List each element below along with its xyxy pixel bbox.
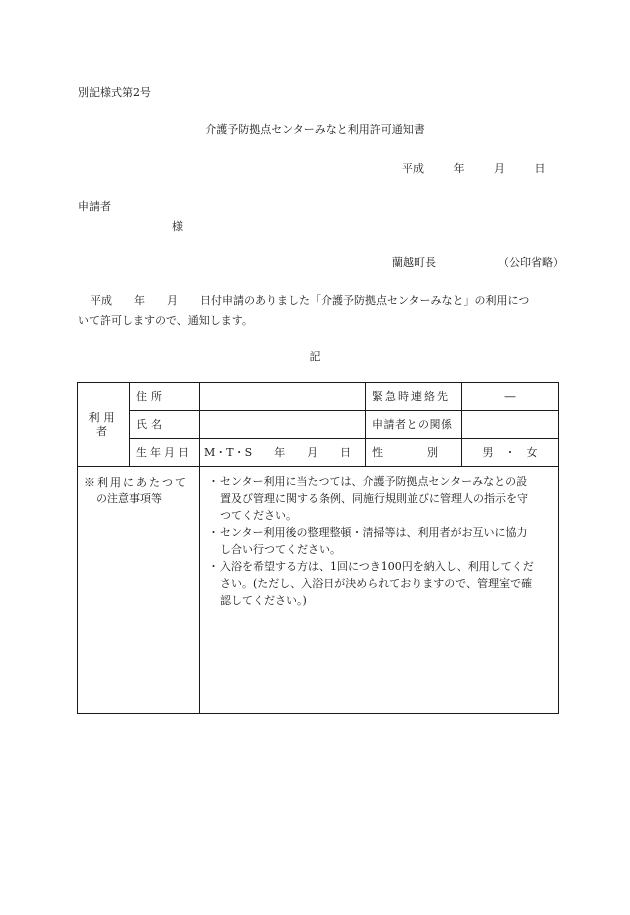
name-value (200, 411, 366, 439)
applicant-honorific: 様 (172, 220, 183, 233)
notes-body (200, 467, 559, 714)
table-row-name (78, 411, 559, 439)
address-label: 住所 (130, 383, 200, 411)
document-title: 介護予防拠点センターみなと利用許可通知書 (205, 123, 425, 136)
date-era: 平成 (402, 162, 424, 175)
date-month: 月 (494, 162, 505, 175)
gender-value: 男 ・ 女 (462, 439, 559, 467)
notes-label-line2: の注意事項等 (96, 492, 162, 505)
user-label: 利用者 (78, 383, 130, 467)
form-number: 別記様式第2号 (78, 86, 151, 99)
notes-label (78, 467, 200, 714)
note-text: センター利用に当たつては、介護予防拠点センターみなとの設 置及び管理に関する条例、同施行規則並びに管理人の指示を守 つてください。 (220, 475, 528, 522)
emergency-label: 緊急時連絡先 (366, 383, 462, 411)
notes-label-line1: ※利用にあたつて (84, 476, 188, 489)
date-line (402, 162, 546, 176)
relation-label: 申請者との関係 (366, 411, 462, 439)
seal-note: （公印省略） (498, 256, 564, 269)
note-text: 入浴を希望する方は、1回につき100円を納入し、利用してくだ さい。(ただし、入浴日が決められておりますので、管理室で確 認してください。) (220, 560, 534, 607)
note-bullet: ・ (208, 560, 219, 573)
date-day: 日 (534, 162, 546, 175)
ki-heading: 記 (309, 350, 321, 363)
address-value (200, 383, 366, 411)
table-row-notes (78, 467, 559, 714)
gender-label: 性 別 (366, 439, 462, 467)
note-item (208, 473, 550, 524)
emergency-value: ― (462, 383, 559, 411)
applicant-label: 申請者 (78, 200, 111, 213)
body-text-line2: いて許可しますので、通知します。 (78, 314, 253, 327)
note-bullet: ・ (208, 526, 219, 539)
relation-value (462, 411, 559, 439)
table-row-address (78, 383, 559, 411)
birthdate-label: 生年月日 (130, 439, 200, 467)
note-item (208, 558, 550, 609)
table-row-birth (78, 439, 559, 467)
note-item (208, 524, 550, 558)
note-bullet: ・ (208, 475, 219, 488)
name-label: 氏名 (130, 411, 200, 439)
issuer-mayor: 蘭越町長 (392, 256, 436, 269)
body-text-line1: 平成 年 月 日付申請のありました「介護予防拠点センターみなと」の利用につ (90, 294, 530, 307)
permit-table (77, 382, 559, 714)
date-year: 年 (453, 162, 465, 175)
note-text: センター利用後の整理整頓・清掃等は、利用者がお互いに協力 し合い行つてください。 (220, 526, 528, 556)
birthdate-value: M・T・S 年 月 日 (200, 439, 366, 467)
